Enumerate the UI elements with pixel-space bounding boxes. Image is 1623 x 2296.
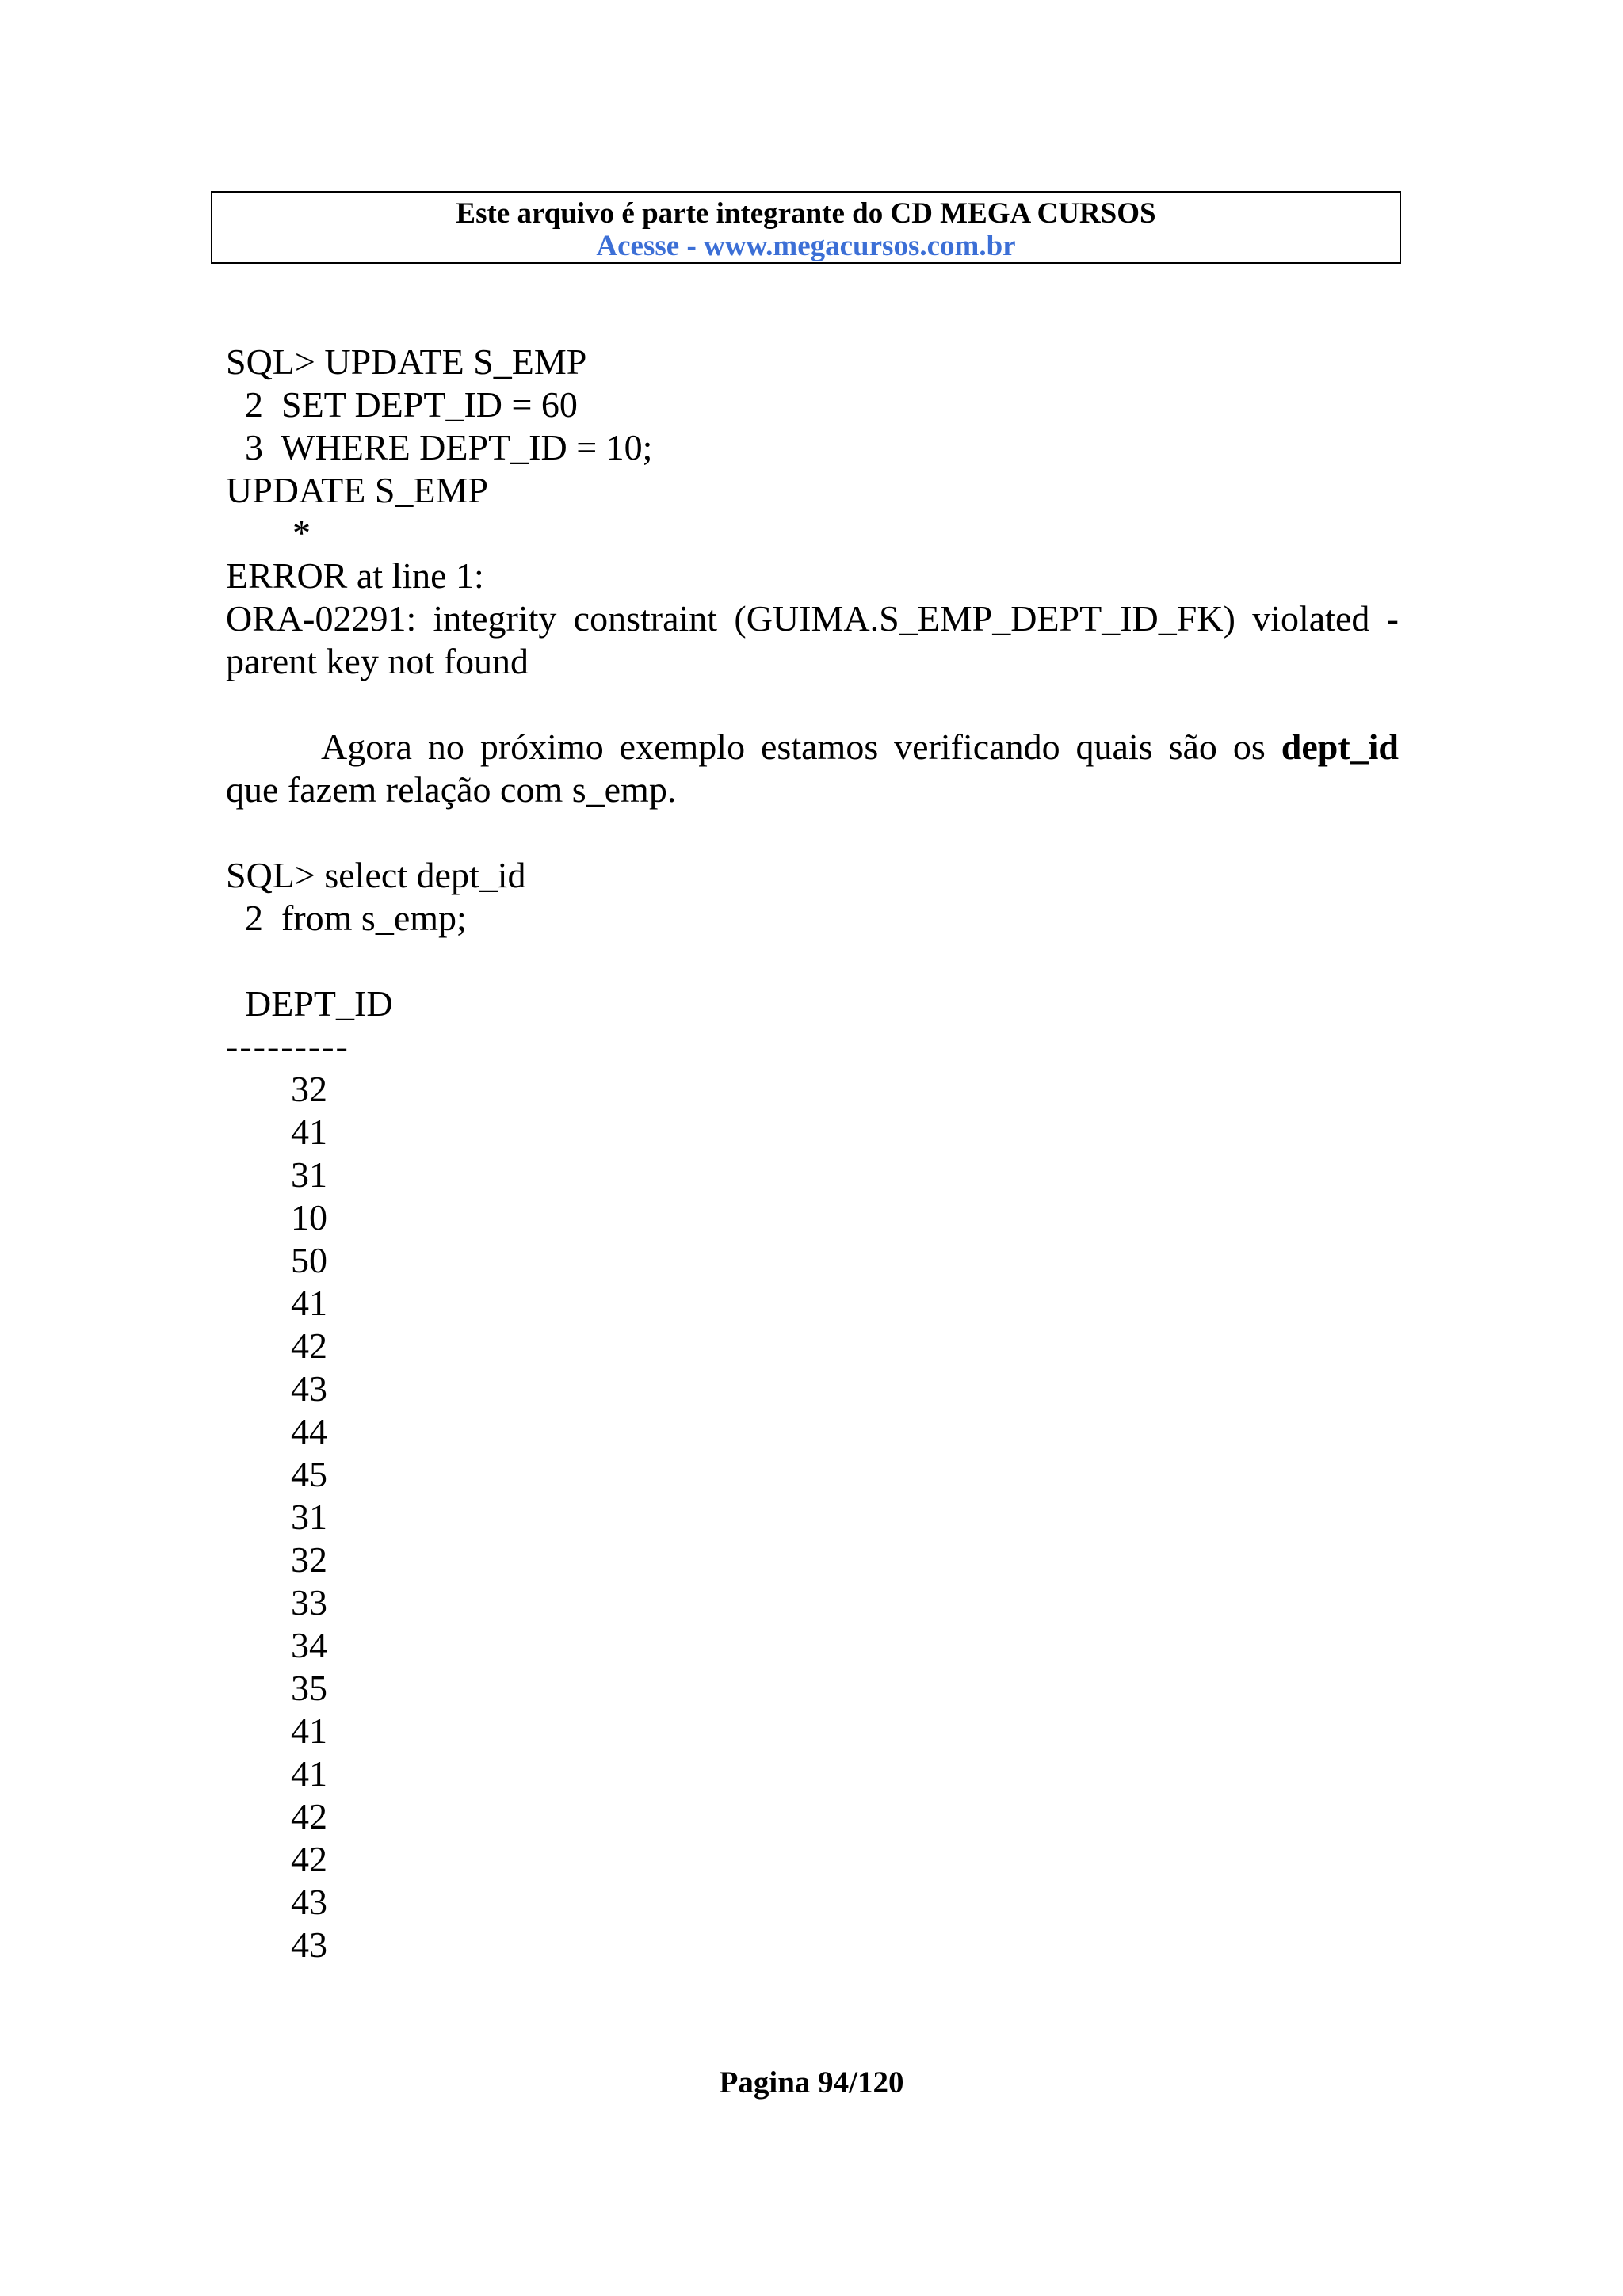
sql-line: SQL> UPDATE S_EMP	[226, 341, 587, 382]
result-row: 42	[291, 1839, 327, 1879]
sql-update-block	[226, 341, 1399, 683]
spacer	[226, 683, 1399, 726]
header-banner	[211, 191, 1401, 264]
result-row: 45	[291, 1454, 327, 1494]
result-row: 31	[291, 1154, 327, 1195]
result-row: 32	[291, 1539, 327, 1580]
result-row: 33	[291, 1582, 327, 1623]
paragraph-bold-term: dept_id	[1281, 727, 1399, 767]
header-title: Este arquivo é parte integrante do CD MEGA CURSOS	[456, 197, 1156, 230]
spacer	[226, 940, 1399, 982]
page-content	[226, 341, 1399, 1966]
result-row: 43	[291, 1882, 327, 1922]
header-website-link[interactable]: Acesse - www.megacursos.com.br	[596, 230, 1016, 262]
sql-select-block	[226, 854, 1399, 940]
spacer	[226, 811, 1399, 854]
sql-line: 2 SET DEPT_ID = 60	[245, 384, 578, 425]
result-row: 41	[291, 1753, 327, 1794]
result-row: 31	[291, 1497, 327, 1537]
paragraph-line: que fazem relação com s_emp.	[226, 769, 677, 810]
error-message: ORA-02291: integrity constraint (GUIMA.S_EMP_DEPT_ID_FK) violated -	[226, 598, 1399, 639]
result-row: 42	[291, 1325, 327, 1366]
result-separator: ---------	[226, 1026, 349, 1066]
result-row: 50	[291, 1240, 327, 1280]
sql-line: 2 from s_emp;	[245, 898, 467, 938]
paragraph-line	[226, 726, 1399, 769]
page-number: Pagina 94/120	[719, 2065, 904, 2100]
result-row: 41	[291, 1283, 327, 1323]
result-row: 32	[291, 1069, 327, 1109]
query-result	[226, 982, 1399, 1966]
result-row: 43	[291, 1368, 327, 1409]
error-message-continued: parent key not found	[226, 641, 529, 681]
paragraph-text: Agora no próximo exemplo estamos verificando quais são os	[321, 727, 1266, 767]
result-column-header: DEPT_ID	[245, 983, 393, 1024]
sql-line: 3 WHERE DEPT_ID = 10;	[245, 427, 653, 467]
sql-line: SQL> select dept_id	[226, 855, 526, 895]
result-row: 43	[291, 1924, 327, 1965]
result-row: 42	[291, 1796, 327, 1836]
result-row: 41	[291, 1711, 327, 1751]
sql-line: UPDATE S_EMP	[226, 470, 489, 510]
explanation-paragraph	[226, 726, 1399, 811]
result-row: 10	[291, 1197, 327, 1238]
result-row: 34	[291, 1625, 327, 1665]
result-rows	[226, 1068, 1399, 1966]
result-row: 44	[291, 1411, 327, 1451]
error-marker: *	[292, 513, 311, 553]
result-row: 35	[291, 1668, 327, 1708]
error-line: ERROR at line 1:	[226, 555, 484, 596]
result-row: 41	[291, 1112, 327, 1152]
